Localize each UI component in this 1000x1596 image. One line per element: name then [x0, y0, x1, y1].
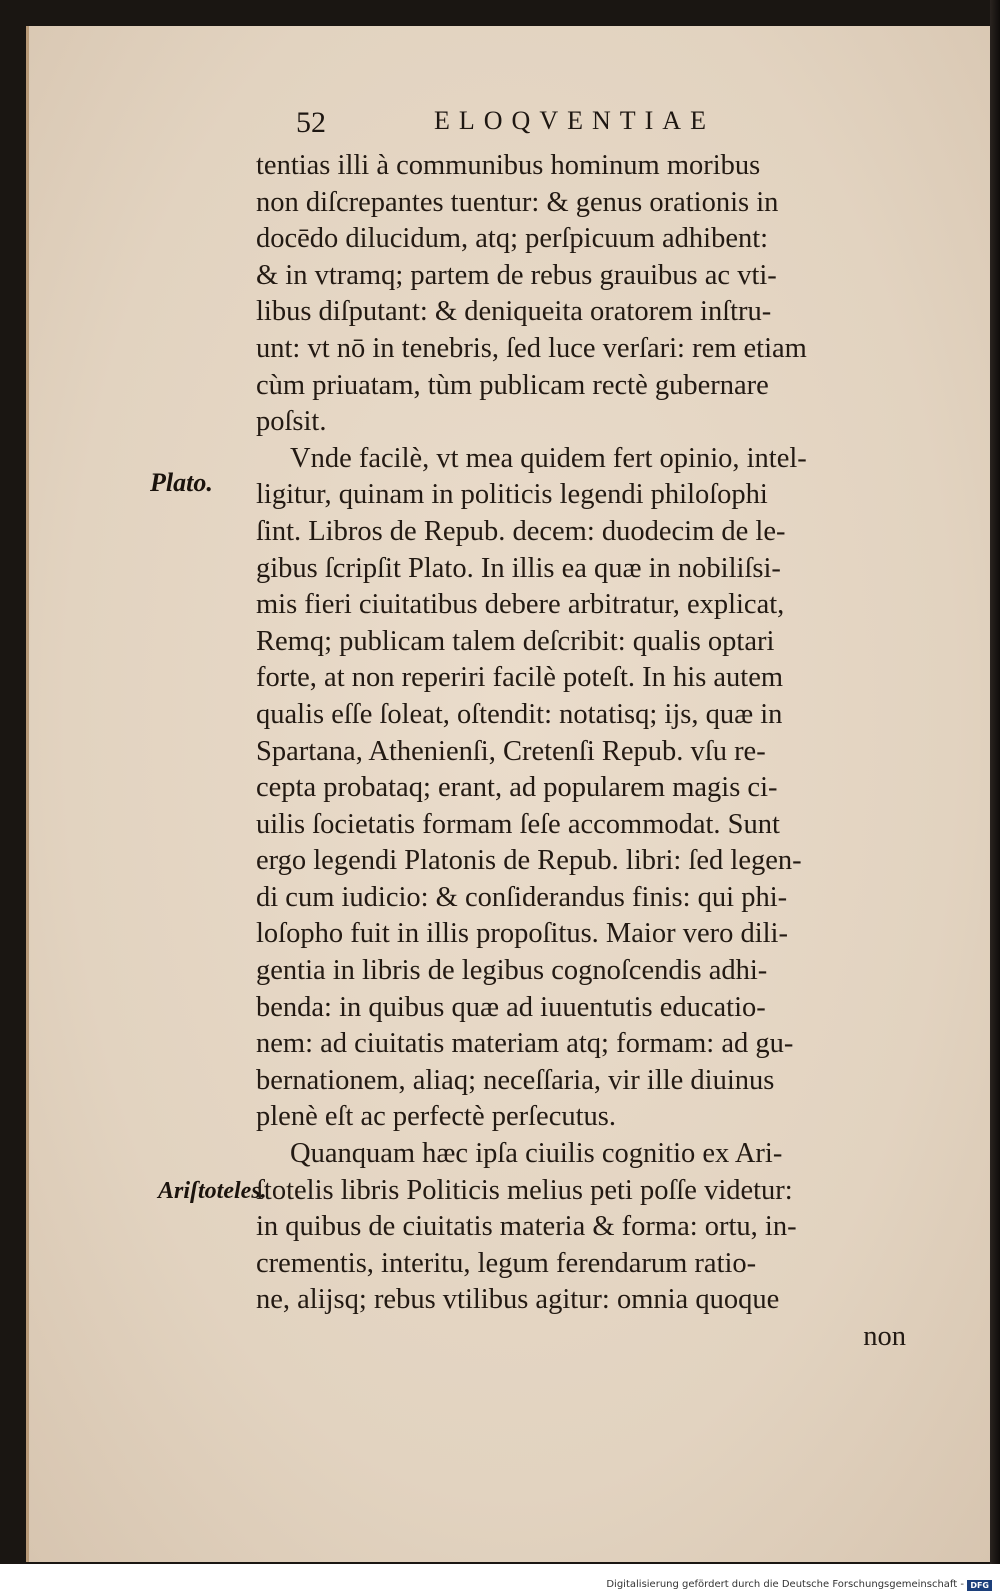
- text-line: in quibus de ciuitatis materia & forma: ortu, in-: [256, 1211, 797, 1243]
- scan-edge-shadow: [990, 0, 1000, 1596]
- text-line: plenè eſt ac perfectè perſecutus.: [256, 1101, 616, 1133]
- text-line: Spartana, Athenienſi, Cretenſi Repub. vſu re-: [256, 735, 766, 767]
- text-line: ſint. Libros de Repub. decem: duodecim de le-: [256, 515, 786, 547]
- running-title: ELOQVENTIAE: [434, 106, 715, 135]
- dfg-logo-icon: DFG: [967, 1580, 992, 1591]
- footer-bar: [0, 1564, 1000, 1596]
- text-line: bernationem, aliaq; neceſſaria, vir ille diuinus: [256, 1064, 775, 1096]
- text-line: qualis eſſe ſoleat, oſtendit: notatisq; ijs, quæ in: [256, 698, 783, 730]
- text-line: tentias illi à communibus hominum moribus: [256, 150, 761, 181]
- text-line: loſopho fuit in illis propoſitus. Maior vero dili-: [256, 918, 788, 950]
- text-line: cepta probataq; erant, ad popularem magis ci-: [256, 772, 778, 804]
- text-line: Vnde facilè, vt mea quidem fert opinio, intel-: [290, 442, 807, 474]
- text-line: Quanquam hæc ipſa ciuilis cognitio ex Ari-: [290, 1138, 783, 1170]
- text-line: docēdo dilucidum, atq; perſpicuum adhibent:: [256, 223, 769, 255]
- text-line: libus diſputant: & deniqueita oratorem inſtru-: [256, 296, 772, 328]
- text-line: benda: in quibus quæ ad iuuentutis educatio-: [256, 991, 766, 1023]
- footer-credit: Digitalisierung gefördert durch die Deutsche Forschungsgemeinschaft -: [606, 1579, 964, 1590]
- text-line: ergo legendi Platonis de Repub. libri: ſed legen-: [256, 845, 802, 877]
- text-line: gentia in libris de legibus cognoſcendis adhi-: [256, 955, 768, 987]
- text-line: poſsit.: [256, 406, 327, 438]
- text-line: unt: vt nō in tenebris, ſed luce verſari: rem etiam: [256, 332, 807, 364]
- text-line: ne, alijsq; rebus vtilibus agitur: omnia quoque: [256, 1284, 780, 1316]
- text-line: Remq; publicam talem deſcribit: qualis optari: [256, 625, 775, 657]
- catchword: non: [863, 1321, 906, 1352]
- text-line: di cum iudicio: & conſiderandus finis: qui phi-: [256, 881, 788, 913]
- text-line: non diſcrepantes tuentur: & genus orationis in: [256, 186, 779, 218]
- body-text: [256, 148, 936, 1356]
- text-line: ſtotelis libris Politicis melius peti poſſe videtur:: [256, 1174, 793, 1206]
- marginal-note-aristoteles: Ariſtoteles.: [158, 1178, 267, 1204]
- text-line: cùm priuatam, tùm publicam rectè gubernare: [256, 369, 769, 401]
- marginal-note-plato: Plato.: [150, 468, 213, 497]
- text-line: & in vtramq; partem de rebus grauibus ac vti-: [256, 259, 777, 291]
- text-line: uilis ſocietatis formam ſeſe accommodat. Sunt: [256, 808, 780, 840]
- text-line: crementis, interitu, legum ferendarum ratio-: [256, 1247, 757, 1279]
- text-line: nem: ad ciuitatis materiam atq; formam: ad gu-: [256, 1028, 794, 1060]
- text-line: forte, at non reperiri facilè poteſt. In his autem: [256, 662, 784, 694]
- text-line: mis fieri ciuitatibus debere arbitratur, explicat,: [256, 589, 785, 621]
- text-line: ligitur, quinam in politicis legendi philoſophi: [256, 479, 768, 511]
- page-number: 52: [296, 106, 326, 139]
- text-line: gibus ſcripſit Plato. In illis ea quæ in nobiliſsi-: [256, 552, 781, 584]
